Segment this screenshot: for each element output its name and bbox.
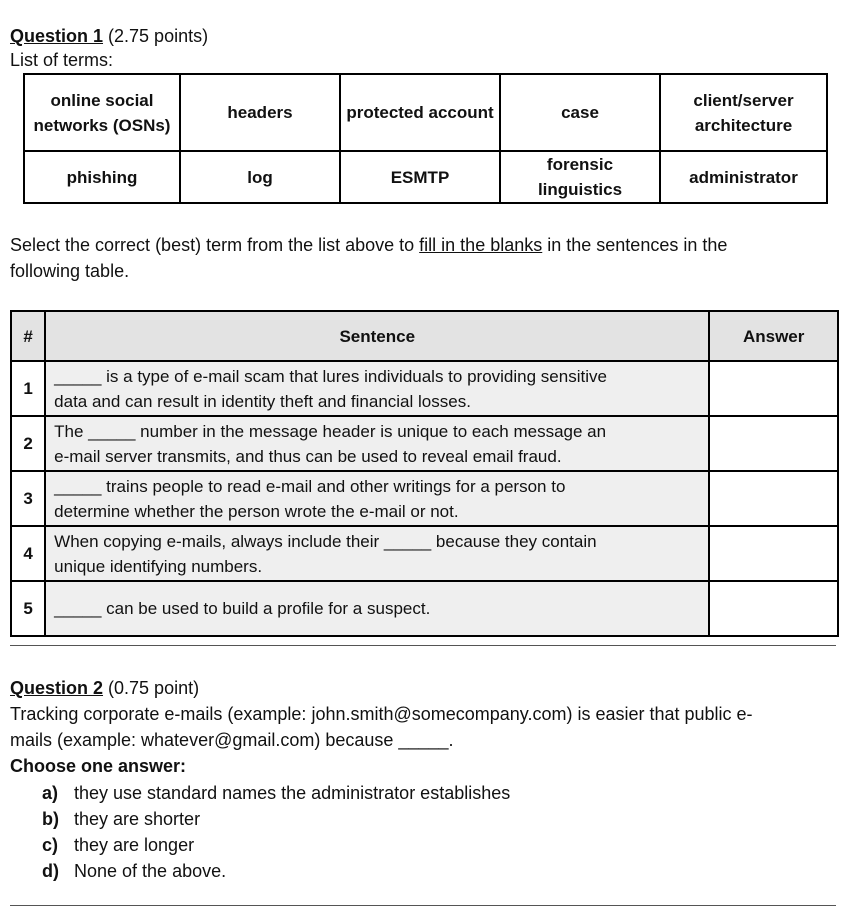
row-sentence (45, 416, 709, 471)
term-cell: case (500, 74, 660, 151)
question-2-number: Question 2 (10, 678, 104, 698)
sentence-line: _____ trains people to read e-mail and other writings for a person to (54, 476, 566, 496)
answer-cell[interactable] (709, 581, 838, 636)
terms-row (24, 151, 827, 203)
sentence-table-header (11, 311, 838, 361)
term-cell: administrator (660, 151, 827, 203)
instruction-text (10, 234, 727, 256)
instruction-line-2: following table. (10, 261, 130, 281)
answer-cell[interactable] (709, 526, 838, 581)
term-cell: online social networks (OSNs) (24, 74, 180, 151)
question-2-heading (10, 677, 199, 699)
row-number: 4 (11, 526, 45, 581)
option-a[interactable] (42, 780, 510, 806)
sentence-line: _____ can be used to build a profile for a suspect. (54, 599, 431, 618)
row-sentence (45, 581, 709, 636)
instruction-fill-blanks: fill in the blanks (419, 235, 543, 255)
term-cell: log (180, 151, 340, 203)
answer-cell[interactable] (709, 471, 838, 526)
header-number: # (11, 311, 45, 361)
option-text: None of the above. (74, 861, 227, 881)
table-row (11, 416, 838, 471)
term-cell: headers (180, 74, 340, 151)
table-row (11, 526, 838, 581)
term-cell: protected account (340, 74, 500, 151)
sentence-line: determine whether the person wrote the e-mail or not. (54, 501, 459, 521)
choose-label: Choose one answer: (10, 756, 187, 776)
row-sentence (45, 361, 709, 416)
answer-cell[interactable] (709, 416, 838, 471)
question-1-number: Question 1 (10, 26, 104, 46)
sentence-line: unique identifying numbers. (54, 556, 263, 576)
question-1-points: (2.75 points) (108, 26, 209, 46)
question-2-text-line-2: mails (example: whatever@gmail.com) because _____. (10, 730, 454, 750)
sentence-line: The _____ number in the message header is unique to each message an (54, 421, 607, 441)
option-text: they are longer (74, 835, 195, 855)
header-sentence: Sentence (45, 311, 709, 361)
row-number: 5 (11, 581, 45, 636)
option-text: they are shorter (74, 809, 201, 829)
sentence-line: e-mail server transmits, and thus can be used to reveal email fraud. (54, 446, 562, 466)
terms-row (24, 74, 827, 151)
term-cell: forensic linguistics (500, 151, 660, 203)
instruction-pre: Select the correct (best) term from the list above to (10, 235, 420, 255)
section-divider (10, 645, 836, 646)
question-2-text-line-1: Tracking corporate e-mails (example: john.smith@somecompany.com) is easier that public e- (10, 704, 753, 724)
sentence-line: When copying e-mails, always include their _____ because they contain (54, 531, 597, 551)
row-number: 3 (11, 471, 45, 526)
option-letter: d) (42, 861, 59, 881)
option-letter: a) (42, 783, 59, 803)
question-1-heading (10, 25, 208, 47)
table-row (11, 581, 838, 636)
question-2-points: (0.75 point) (108, 678, 200, 698)
sentence-table (10, 310, 839, 637)
term-cell: client/server architecture (660, 74, 827, 151)
answer-options (42, 780, 510, 884)
table-row (11, 471, 838, 526)
option-text: they use standard names the administrator establishes (74, 783, 511, 803)
sentence-line: _____ is a type of e-mail scam that lures individuals to providing sensitive (54, 366, 607, 386)
option-d[interactable] (42, 858, 510, 884)
table-row (11, 361, 838, 416)
term-cell: phishing (24, 151, 180, 203)
terms-list-label: List of terms: (10, 50, 114, 70)
option-c[interactable] (42, 832, 510, 858)
sentence-line: data and can result in identity theft and financial losses. (54, 391, 471, 411)
instruction-post: in the sentences in the (542, 235, 728, 255)
row-number: 1 (11, 361, 45, 416)
section-divider (10, 905, 836, 906)
option-b[interactable] (42, 806, 510, 832)
row-number: 2 (11, 416, 45, 471)
header-answer: Answer (709, 311, 838, 361)
option-letter: c) (42, 835, 59, 855)
term-cell: ESMTP (340, 151, 500, 203)
answer-cell[interactable] (709, 361, 838, 416)
row-sentence (45, 471, 709, 526)
terms-table (23, 73, 828, 204)
row-sentence (45, 526, 709, 581)
option-letter: b) (42, 809, 59, 829)
